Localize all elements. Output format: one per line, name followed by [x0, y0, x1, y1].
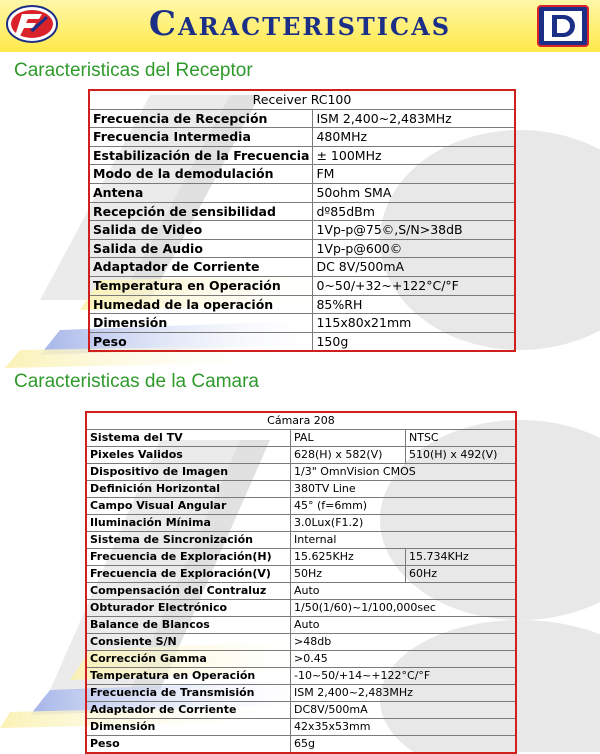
spec-value: 1Vp-p@75©,S/N>38dB — [313, 221, 515, 240]
spec-value: ISM 2,400~2,483MHz — [291, 685, 517, 702]
spec-label: Recepción de sensibilidad — [89, 202, 313, 221]
table-row — [86, 634, 516, 651]
spec-value-alt: 510(H) x 492(V) — [406, 447, 517, 464]
table-row — [86, 651, 516, 668]
spec-label: Corrección Gamma — [86, 651, 291, 668]
table-row — [86, 532, 516, 549]
spec-value: >0.45 — [291, 651, 517, 668]
spec-label: Campo Visual Angular — [86, 498, 291, 515]
spec-value: ± 100MHz — [313, 146, 515, 165]
spec-value: DC 8V/500mA — [313, 258, 515, 277]
brand-logo-right — [536, 4, 590, 48]
spec-value: 65g — [291, 736, 517, 754]
header-banner — [0, 0, 600, 52]
spec-label: Pixeles Validos — [86, 447, 291, 464]
table-row — [86, 464, 516, 481]
table-row — [89, 258, 515, 277]
table-caption-row — [89, 90, 515, 109]
page-title: Caracteristicas — [148, 4, 452, 44]
table-row — [89, 109, 515, 128]
table-row — [89, 314, 515, 333]
table-row — [86, 668, 516, 685]
spec-label: Definición Horizontal — [86, 481, 291, 498]
spec-value: 50Hz — [291, 566, 406, 583]
spec-label: Peso — [89, 332, 313, 351]
receiver-section-title: Caracteristicas del Receptor — [14, 60, 253, 81]
spec-label: Balance de Blancos — [86, 617, 291, 634]
spec-label: Compensación del Contraluz — [86, 583, 291, 600]
spec-label: Dispositivo de Imagen — [86, 464, 291, 481]
spec-value: 0~50/+32~+122°C/°F — [313, 276, 515, 295]
table-row — [86, 566, 516, 583]
spec-label: Consiente S/N — [86, 634, 291, 651]
spec-label: Frecuencia de Exploración(H) — [86, 549, 291, 566]
spec-label: Adaptador de Corriente — [86, 702, 291, 719]
spec-label: Salida de Video — [89, 221, 313, 240]
spec-value: 1Vp-p@600© — [313, 239, 515, 258]
spec-value: Internal — [291, 532, 517, 549]
table-row — [89, 332, 515, 351]
table-row — [86, 481, 516, 498]
table-row — [86, 702, 516, 719]
table-row — [86, 430, 516, 447]
spec-value: 628(H) x 582(V) — [291, 447, 406, 464]
spec-value: dº85dBm — [313, 202, 515, 221]
spec-label: Sistema de Sincronización — [86, 532, 291, 549]
spec-label: Iluminación Mínima — [86, 515, 291, 532]
table-row — [89, 183, 515, 202]
table-row — [86, 549, 516, 566]
spec-label: Frecuencia de Transmisión — [86, 685, 291, 702]
spec-label: Adaptador de Corriente — [89, 258, 313, 277]
spec-value: >48db — [291, 634, 517, 651]
spec-value: 85%RH — [313, 295, 515, 314]
spec-label: Obturador Electrónico — [86, 600, 291, 617]
table-row — [86, 617, 516, 634]
spec-value: Auto — [291, 583, 517, 600]
spec-label: Antena — [89, 183, 313, 202]
spec-value-alt: 15.734KHz — [406, 549, 517, 566]
spec-value: -10~50/+14~+122°C/°F — [291, 668, 517, 685]
spec-value: Auto — [291, 617, 517, 634]
spec-value: 150g — [313, 332, 515, 351]
spec-label: Frecuencia de Recepción — [89, 109, 313, 128]
spec-value: FM — [313, 165, 515, 184]
camera-spec-table — [85, 411, 517, 754]
spec-label: Dimensión — [89, 314, 313, 333]
spec-label: Dimensión — [86, 719, 291, 736]
spec-label: Peso — [86, 736, 291, 754]
spec-value: 380TV Line — [291, 481, 517, 498]
table-row — [86, 583, 516, 600]
table-row — [89, 202, 515, 221]
table-row — [89, 128, 515, 147]
spec-value: 45° (f=6mm) — [291, 498, 517, 515]
table-row — [86, 498, 516, 515]
spec-value: 15.625KHz — [291, 549, 406, 566]
spec-value: PAL — [291, 430, 406, 447]
camera-caption: Cámara 208 — [86, 412, 516, 430]
camera-section-title: Caracteristicas de la Camara — [14, 371, 259, 392]
spec-label: Frecuencia de Exploración(V) — [86, 566, 291, 583]
receiver-spec-table — [88, 89, 516, 352]
spec-value: 42x35x53mm — [291, 719, 517, 736]
spec-value: 3.0Lux(F1.2) — [291, 515, 517, 532]
table-row — [86, 600, 516, 617]
spec-value: 50ohm SMA — [313, 183, 515, 202]
table-row — [89, 146, 515, 165]
spec-label: Sistema del TV — [86, 430, 291, 447]
table-row — [86, 515, 516, 532]
spec-value: ISM 2,400~2,483MHz — [313, 109, 515, 128]
table-row — [86, 447, 516, 464]
table-row — [89, 221, 515, 240]
spec-value: 480MHz — [313, 128, 515, 147]
table-row — [86, 685, 516, 702]
spec-label: Modo de la demodulación — [89, 165, 313, 184]
spec-value: DC8V/500mA — [291, 702, 517, 719]
table-row — [89, 239, 515, 258]
spec-value-alt: NTSC — [406, 430, 517, 447]
receiver-caption: Receiver RC100 — [89, 90, 515, 109]
spec-label: Salida de Audio — [89, 239, 313, 258]
table-caption-row — [86, 412, 516, 430]
spec-label: Temperatura en Operación — [86, 668, 291, 685]
spec-value: 1/3" OmnVision CMOS — [291, 464, 517, 481]
spec-label: Estabilización de la Frecuencia — [89, 146, 313, 165]
table-row — [86, 719, 516, 736]
spec-label: Humedad de la operación — [89, 295, 313, 314]
spec-value-alt: 60Hz — [406, 566, 517, 583]
spec-label: Temperatura en Operación — [89, 276, 313, 295]
table-row — [89, 276, 515, 295]
table-row — [89, 165, 515, 184]
table-row — [86, 736, 516, 754]
table-row — [89, 295, 515, 314]
spec-value: 1/50(1/60)~1/100,000sec — [291, 600, 517, 617]
spec-value: 115x80x21mm — [313, 314, 515, 333]
spec-label: Frecuencia Intermedia — [89, 128, 313, 147]
